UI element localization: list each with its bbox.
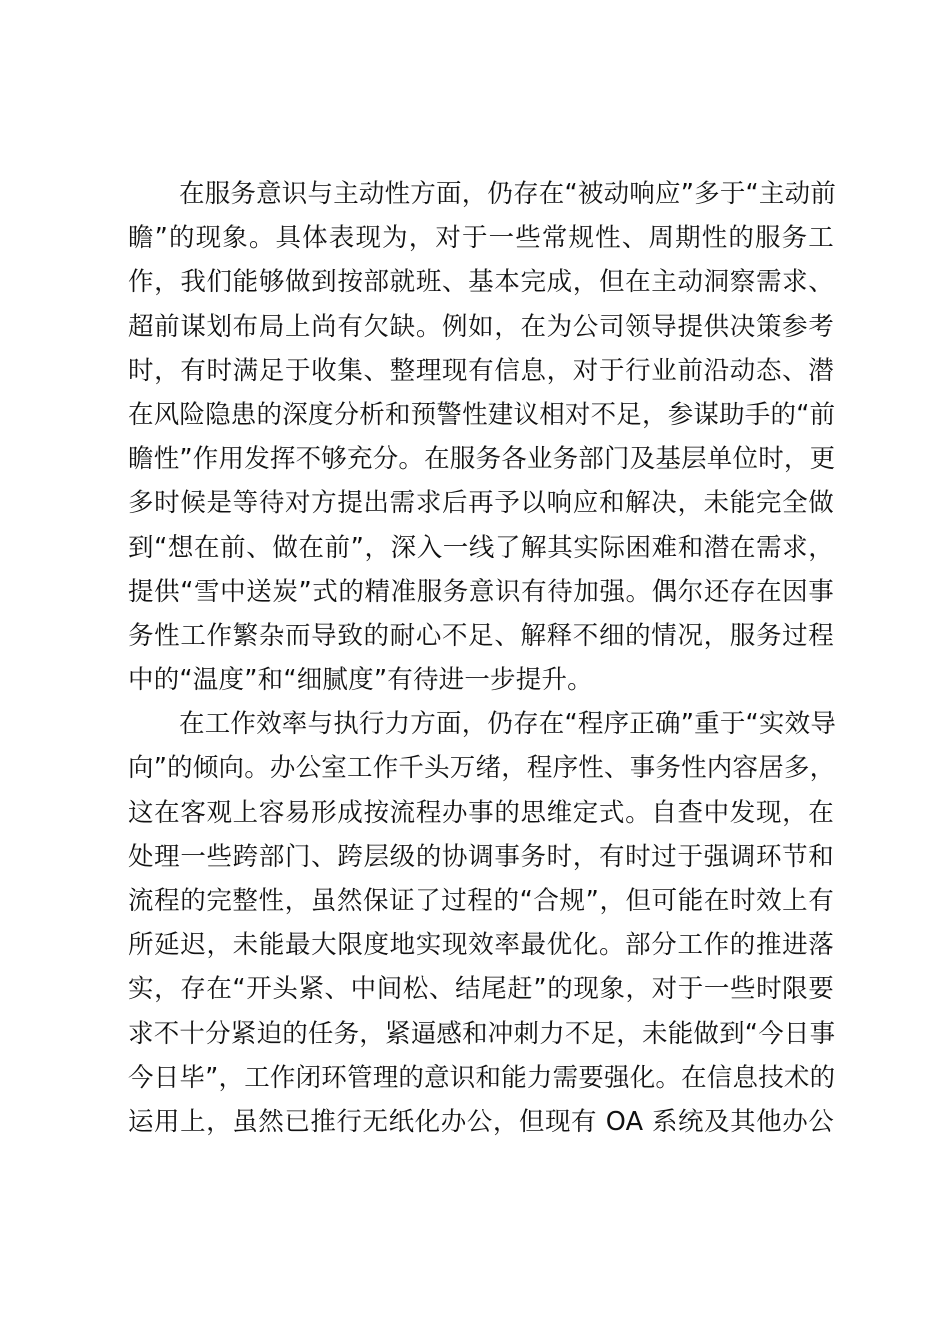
paragraph-line: 实，存在“开头紧、中间松、结尾赶”的现象，对于一些时限要 bbox=[128, 974, 834, 1005]
paragraph-line: 流程的完整性，虽然保证了过程的“合规”，但可能在时效上有 bbox=[128, 886, 834, 916]
paragraph-line: 到“想在前、做在前”，深入一线了解其实际困难和潜在需求， bbox=[128, 532, 834, 563]
paragraph-line: 今日毕”，工作闭环管理的意识和能力需要强化。在信息技术的 bbox=[128, 1062, 836, 1093]
paragraph-line: 多时候是等待对方提出需求后再予以响应和解决，未能完全做 bbox=[128, 488, 834, 519]
document-body bbox=[128, 172, 837, 1144]
paragraph-service-awareness bbox=[128, 172, 837, 702]
paragraph-line: 务性工作繁杂而导致的耐心不足、解释不细的情况，服务过程 bbox=[128, 620, 834, 651]
paragraph-line: 运用上，虽然已推行无纸化办公，但现有 OA 系统及其他办公 bbox=[128, 1106, 834, 1137]
paragraph-line: 提供“雪中送炭”式的精准服务意识有待加强。偶尔还存在因事 bbox=[128, 576, 834, 607]
paragraph-line: 向”的倾向。办公室工作千头万绪，程序性、事务性内容居多， bbox=[128, 753, 836, 784]
paragraph-line: 瞻性”作用发挥不够充分。在服务各业务部门及基层单位时，更 bbox=[128, 444, 836, 475]
paragraph-line: 所延迟，未能最大限度地实现效率最优化。部分工作的推进落 bbox=[128, 930, 834, 961]
paragraph-line: 求不十分紧迫的任务，紧逼感和冲刺力不足，未能做到“今日事 bbox=[128, 1018, 836, 1049]
paragraph-line: 超前谋划布局上尚有欠缺。例如，在为公司领导提供决策参考 bbox=[128, 311, 834, 342]
paragraph-line: 在工作效率与执行力方面，仍存在“程序正确”重于“实效导 bbox=[179, 709, 837, 740]
paragraph-work-efficiency bbox=[128, 702, 837, 1144]
paragraph-line: 作，我们能够做到按部就班、基本完成，但在主动洞察需求、 bbox=[128, 267, 834, 298]
paragraph-line: 在服务意识与主动性方面，仍存在“被动响应”多于“主动前 bbox=[179, 179, 837, 209]
paragraph-line: 这在客观上容易形成按流程办事的思维定式。自查中发现，在 bbox=[128, 797, 834, 828]
paragraph-line: 处理一些跨部门、跨层级的协调事务时，有时过于强调环节和 bbox=[128, 841, 834, 872]
paragraph-line: 在风险隐患的深度分析和预警性建议相对不足，参谋助手的“前 bbox=[128, 399, 836, 430]
paragraph-line: 时，有时满足于收集、整理现有信息，对于行业前沿动态、潜 bbox=[128, 355, 834, 386]
paragraph-line: 瞻”的现象。具体表现为，对于一些常规性、周期性的服务工 bbox=[128, 223, 834, 254]
paragraph-line: 中的“温度”和“细腻度”有待进一步提升。 bbox=[128, 665, 593, 696]
